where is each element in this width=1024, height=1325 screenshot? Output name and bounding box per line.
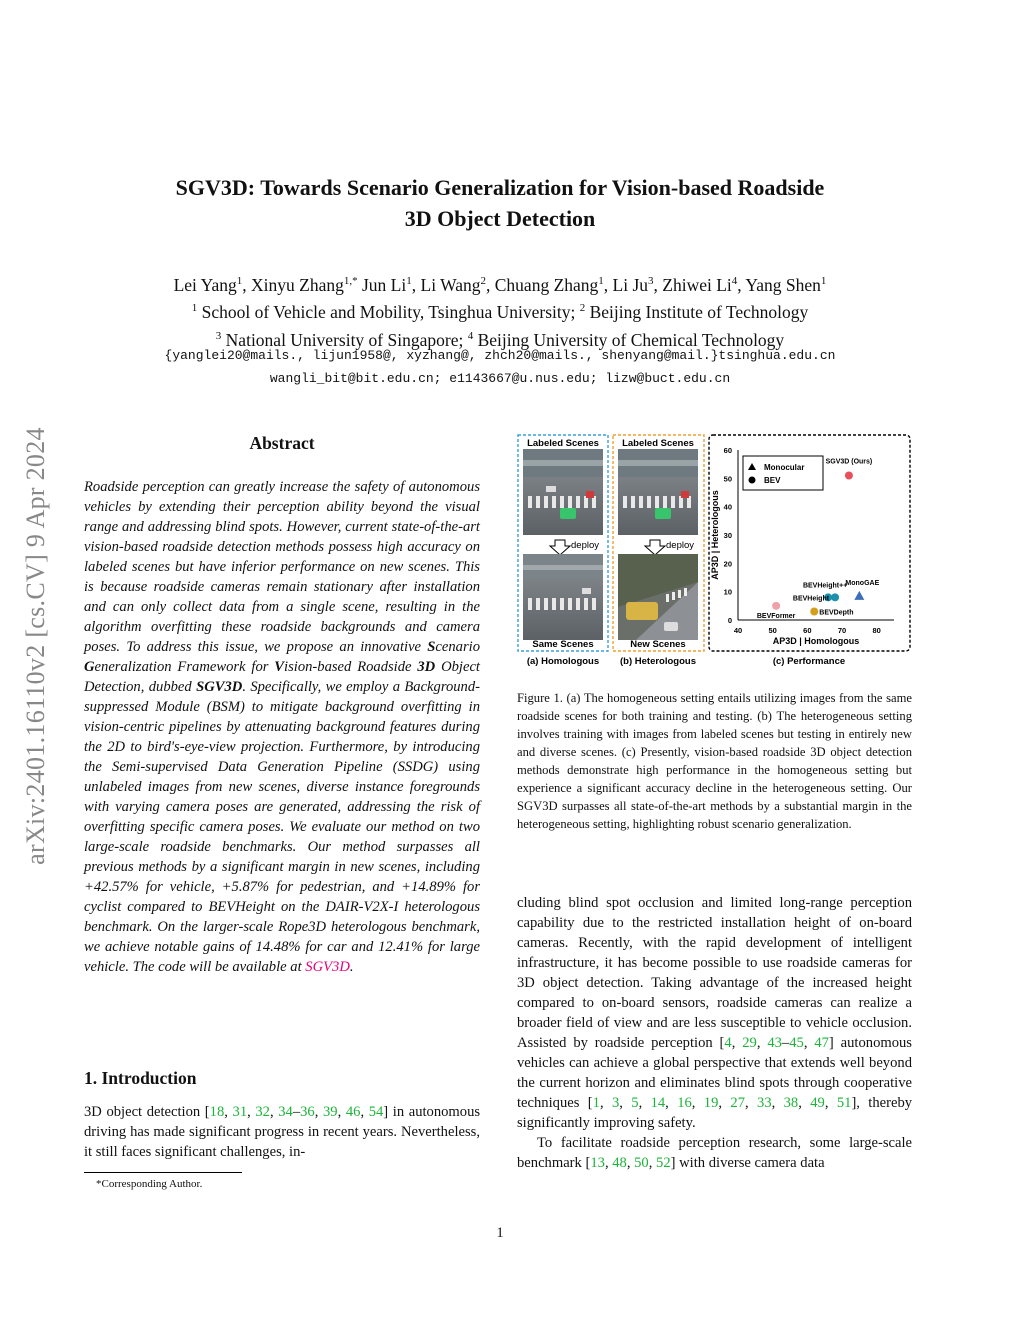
paragraph: cluding blind spot occlusion and limited long-range perception capability due to the restricted installation height of on-board cameras. Recently, with the rapid development of intelligent infrastructure, it has become possible to use roadside cameras for 3D object detection. Taking advantage of the increased height compared to on-board sensors, roadside cameras can realize a broader field of view and are less susceptible to vehicle occlusion. Assisted by roadside perception [4, 29, 43–45, 47] autonomous vehicles can achieve a global perspective that extends well beyond the current horizon and eliminates blind spots through cooperative techniques [1, 3, 5, 14, 16, 19, 27, 33, 38, 49, 51], thereby significantly improving safety. bbox=[517, 895, 913, 1131]
intro-part: 3D object detection [ bbox=[84, 1104, 210, 1120]
citation-link[interactable]: 3 bbox=[611, 1095, 620, 1111]
scene-image-a-bottom bbox=[523, 554, 603, 640]
citation-link[interactable]: 39 bbox=[322, 1104, 338, 1120]
abstract-bold: 3D bbox=[417, 659, 436, 675]
abstract-part: cenario bbox=[435, 639, 480, 655]
abstract-text bbox=[84, 477, 480, 977]
code-link[interactable]: SGV3D bbox=[305, 959, 350, 975]
x-ticks bbox=[734, 626, 881, 635]
abstract-heading: Abstract bbox=[249, 433, 315, 453]
citation-link[interactable]: 54 bbox=[368, 1104, 384, 1120]
intro-text: 3D object detection [18, 31, 32, 34–36, 39, 46, 54] in autonomous driving has made significant progress in recent years. Nevertheless, it still faces significant challenges, in- bbox=[84, 1104, 481, 1160]
y-ticks bbox=[724, 446, 732, 625]
citation-link[interactable]: 13 bbox=[590, 1155, 605, 1171]
author-mark: 2 bbox=[480, 275, 486, 287]
citation-link[interactable]: 1 bbox=[592, 1095, 600, 1111]
citation-link[interactable]: 31 bbox=[232, 1104, 248, 1120]
panel-a-caption: (a) Homologous bbox=[526, 656, 600, 667]
citation-link[interactable]: 47 bbox=[814, 1035, 829, 1051]
y-tick-label: 50 bbox=[723, 474, 732, 484]
citation-link[interactable]: 16 bbox=[677, 1095, 692, 1111]
citation-link[interactable]: 4 bbox=[724, 1035, 732, 1051]
legend-box bbox=[743, 456, 823, 490]
point-sgv3d-ours- bbox=[845, 472, 853, 480]
author-mark: 3 bbox=[648, 275, 654, 287]
footnote-rule bbox=[84, 1172, 242, 1173]
point-bevdepth bbox=[810, 608, 818, 616]
text-part: ] autonomous vehicles can achieve a global perspective that extends well beyond the current horizon and eliminates blind spots through cooperative techniques [ bbox=[517, 1035, 912, 1111]
paragraph: To facilitate roadside perception research, some large-scale benchmark [13, 48, 50, 52] with diverse camera data bbox=[517, 1135, 912, 1171]
citation-link[interactable]: 29 bbox=[742, 1035, 757, 1051]
point-label: MonoGAE bbox=[845, 579, 880, 587]
deploy-label-b: deploy bbox=[666, 540, 694, 551]
point-bevformer bbox=[772, 602, 780, 610]
citation-link[interactable]: 46 bbox=[345, 1104, 361, 1120]
text-part: To facilitate roadside perception research, some large-scale benchmark [ bbox=[517, 1135, 912, 1171]
legend-bev: BEV bbox=[764, 476, 781, 485]
affiliation: Beijing University of Chemical Technology bbox=[477, 329, 785, 350]
abstract-part: . Specifically, we employ a Background-suppressed Module (BSM) to mitigate background overfitting in vision-centric pipelines by attenuating background features during the 2D to bird's-eye-view projection. Furthermore, by introducing the Semi-supervised Data Generation Pipeline (SSDG) using unlabeled images from new scenes, diverse instance foregrounds with varying camera poses are generated, addressing the risk of overfitting specific camera poses. We evaluate our method on two large-scale roadside benchmarks. Our method surpasses all previous methods by a significant margin in new scenes, including +42.57% for vehicle, +5.87% for pedestrian, and +14.89% for cyclist compared to BEVHeight on the DAIR-V2X-I heterologous benchmark. On the larger-scale Rope3D heterologous benchmark, we achieve notable gains of 14.48% for car and 12.41% for large vehicle. The code will be available at bbox=[84, 679, 481, 975]
citation-link[interactable]: 14 bbox=[650, 1095, 666, 1111]
arxiv-id-text: arXiv:2401.16110v2 [cs.CV] 9 Apr 2024 bbox=[21, 427, 50, 865]
citation-link[interactable]: 50 bbox=[634, 1155, 649, 1171]
author-name: Lei Yang bbox=[173, 274, 237, 295]
x-tick-label: 60 bbox=[803, 626, 812, 635]
affil-mark: 1 bbox=[191, 302, 198, 315]
abstract-part: ision-based Roadside bbox=[284, 659, 418, 675]
author-mark: 4 bbox=[731, 275, 738, 287]
y-tick-label: 0 bbox=[727, 616, 732, 625]
y-tick-label: 60 bbox=[723, 446, 732, 455]
deploy-arrow-icon bbox=[645, 540, 665, 555]
intro-heading: 1. Introduction bbox=[84, 1068, 197, 1088]
text-part: ], thereby significantly improving safety. bbox=[517, 1095, 913, 1131]
citation-link[interactable]: 49 bbox=[810, 1095, 825, 1111]
x-tick-label: 70 bbox=[837, 626, 847, 635]
paper-title bbox=[0, 172, 1000, 234]
figure-svg bbox=[516, 432, 912, 672]
abstract-bold: SGV3D bbox=[196, 679, 243, 695]
author-name: Chuang Zhang bbox=[494, 274, 599, 295]
footnote: *Corresponding Author. bbox=[96, 1178, 203, 1190]
x-tick-label: 40 bbox=[733, 626, 743, 635]
y-tick-label: 40 bbox=[723, 502, 732, 512]
arxiv-identifier bbox=[11, 356, 61, 936]
panel-b-top-label: Labeled Scenes bbox=[622, 438, 694, 449]
affil-mark: 2 bbox=[579, 302, 586, 315]
scene-image-b-bottom bbox=[618, 554, 698, 640]
citation-link[interactable]: 18 bbox=[209, 1104, 225, 1120]
y-tick-label: 30 bbox=[723, 531, 732, 540]
scene-image-a-top bbox=[523, 449, 603, 535]
affiliation-line-1 bbox=[0, 297, 1000, 324]
y-axis-label: AP3D | Heterologous bbox=[710, 490, 720, 580]
abstract-part: Roadside perception can greatly increase the safety of autonomous vehicles by extending their perception ability beyond the visual range and addressing blind spots. However, current state-of-the-art vision-based roadside detection methods possess high accuracy on labeled scenes but have inferior performance on new scenes. This is because roadside cameras remain stationary after installation and can only collect data from a single scene, resulting in the algorithm overfitting these roadside backgrounds and camera poses. To address this issue, we propose an innovative bbox=[84, 479, 480, 655]
scatter-chart bbox=[710, 446, 894, 646]
citation-link[interactable]: 38 bbox=[783, 1095, 799, 1111]
y-tick-label: 20 bbox=[723, 559, 732, 569]
citation-link[interactable]: 51 bbox=[836, 1095, 852, 1111]
citation-link[interactable]: 5 bbox=[631, 1095, 639, 1111]
affil-mark: 4 bbox=[467, 329, 474, 342]
author-name: Jun Li bbox=[362, 274, 407, 295]
author-block bbox=[0, 270, 1000, 352]
affiliation: School of Vehicle and Mobility, Tsinghua University; bbox=[201, 302, 576, 323]
author-mark: 1 bbox=[236, 275, 243, 287]
point-label: BEVDepth bbox=[819, 609, 854, 617]
figure-caption: Figure 1. (a) The homogeneous setting entails utilizing images from the same roadside scenes for both training and testing. (b) The heterogeneous setting involves training with images from labeled scenes but testing in entirely new and diverse scenes. (c) Presently, vision-based roadside 3D object detection methods demonstrate high performance in the homogeneous setting but experience a significant accuracy decline in the heterogeneous setting. Our SGV3D surpasses all state-of-the-art methods by a substantial margin in the heterogeneous setting, highlighting robust scenario generalization. bbox=[517, 691, 912, 831]
panel-b-caption: (b) Heterologous bbox=[620, 656, 696, 667]
author-name: Yang Shen bbox=[745, 274, 821, 295]
author-mark: 1 bbox=[598, 275, 604, 287]
x-tick-label: 80 bbox=[872, 626, 881, 635]
citation-link[interactable]: 45 bbox=[789, 1035, 804, 1051]
point-label: BEVHeight++ bbox=[802, 582, 848, 590]
point-label: BEVHeight bbox=[792, 595, 830, 603]
page-number: 1 bbox=[496, 1225, 504, 1241]
author-name: Xinyu Zhang bbox=[251, 274, 344, 295]
abstract-bold: S bbox=[427, 639, 436, 655]
abstract-bold: G bbox=[84, 659, 95, 675]
panel-a-top-label: Labeled Scenes bbox=[527, 438, 599, 449]
author-names: Lei Yang$^1$, Xinyu Zhang$^{1,*}$ Jun Li$^1$, Li Wang$^2$, Chuang Zhang$^1$, Li Ju$^3$, Zhiwei Li$^4$, Yang Shen$^1$ bbox=[173, 274, 827, 295]
abstract-part: eneralization Framework for bbox=[94, 659, 275, 675]
figure-1 bbox=[516, 432, 912, 672]
panel-a-bottom-label: Same Scenes bbox=[532, 639, 594, 650]
author-name: Zhiwei Li bbox=[662, 274, 732, 295]
affil-mark: 3 bbox=[215, 329, 222, 342]
deploy-label-a: deploy bbox=[571, 540, 599, 551]
citation-link[interactable]: 19 bbox=[703, 1095, 719, 1111]
panel-c-caption: (c) Performance bbox=[772, 656, 846, 667]
abstract-bold: V bbox=[274, 659, 285, 675]
x-axis-label: AP3D | Homologous bbox=[772, 636, 860, 646]
author-mark: 1 bbox=[406, 275, 412, 287]
point-label: BEVFormer bbox=[756, 612, 796, 620]
citation-link[interactable]: 43 bbox=[767, 1035, 782, 1051]
author-mark: 1 bbox=[820, 275, 827, 287]
abstract-part: . bbox=[349, 959, 354, 975]
legend-monocular: Monocular bbox=[764, 463, 805, 472]
title-line-1: SGV3D: Towards Scenario Generalization for Vision-based Roadside bbox=[175, 175, 825, 200]
scene-image-b-top bbox=[618, 449, 698, 535]
citation-link[interactable]: 32 bbox=[255, 1104, 270, 1120]
title-line-2: 3D Object Detection bbox=[404, 206, 596, 231]
text-part: cluding blind spot occlusion and limited long-range perception capability due to the restricted installation height of on-board cameras. Recently, with the rapid development of intelligent infrastructure, it has become possible to use roadside cameras for 3D object detection. Taking advantage of the increased height compared to on-board sensors, roadside cameras can realize a broader field of view and are less susceptible to vehicle occlusion. Assisted by roadside perception [ bbox=[517, 895, 912, 1051]
right-column-text bbox=[517, 893, 912, 1173]
deploy-arrow-icon bbox=[550, 540, 570, 555]
author-name: Li Ju bbox=[612, 274, 649, 295]
citation-link[interactable]: 33 bbox=[757, 1095, 772, 1111]
email-block bbox=[0, 344, 1000, 390]
citation-link[interactable]: 27 bbox=[730, 1095, 745, 1111]
author-name: Li Wang bbox=[420, 274, 481, 295]
point-monogae bbox=[854, 591, 864, 600]
affiliation: National University of Singapore; bbox=[225, 329, 464, 350]
circle-legend-icon bbox=[749, 477, 756, 484]
intro-part: ] in autonomous driving has made significant progress in recent years. Nevertheless, it still faces significant challenges, in- bbox=[84, 1104, 481, 1160]
citation-link[interactable]: 36 bbox=[300, 1104, 315, 1120]
text-part: ] with diverse camera data bbox=[670, 1155, 825, 1171]
point-label: SGV3D (Ours) bbox=[825, 458, 873, 466]
x-tick-label: 50 bbox=[768, 626, 777, 635]
citation-link[interactable]: 34 bbox=[278, 1104, 293, 1120]
citation-link[interactable]: 48 bbox=[612, 1155, 627, 1171]
citation-link[interactable]: 52 bbox=[656, 1155, 671, 1171]
email-line-2: wangli_bit@bit.edu.cn; e1143667@u.nus.edu; lizw@buct.edu.cn bbox=[269, 371, 731, 386]
point-bevheight bbox=[831, 593, 839, 601]
email-line-1: {yanglei20@mails., lijun1958@, xyzhang@, zhch20@mails., shenyang@mail.}tsinghua.edu.cn bbox=[164, 348, 836, 363]
panel-b-bottom-label: New Scenes bbox=[630, 639, 686, 650]
affiliation: Beijing Institute of Technology bbox=[589, 302, 809, 323]
abstract-part: Object Detection, dubbed bbox=[84, 659, 480, 695]
author-mark: 1,* bbox=[343, 275, 358, 287]
y-tick-label: 10 bbox=[723, 587, 732, 597]
